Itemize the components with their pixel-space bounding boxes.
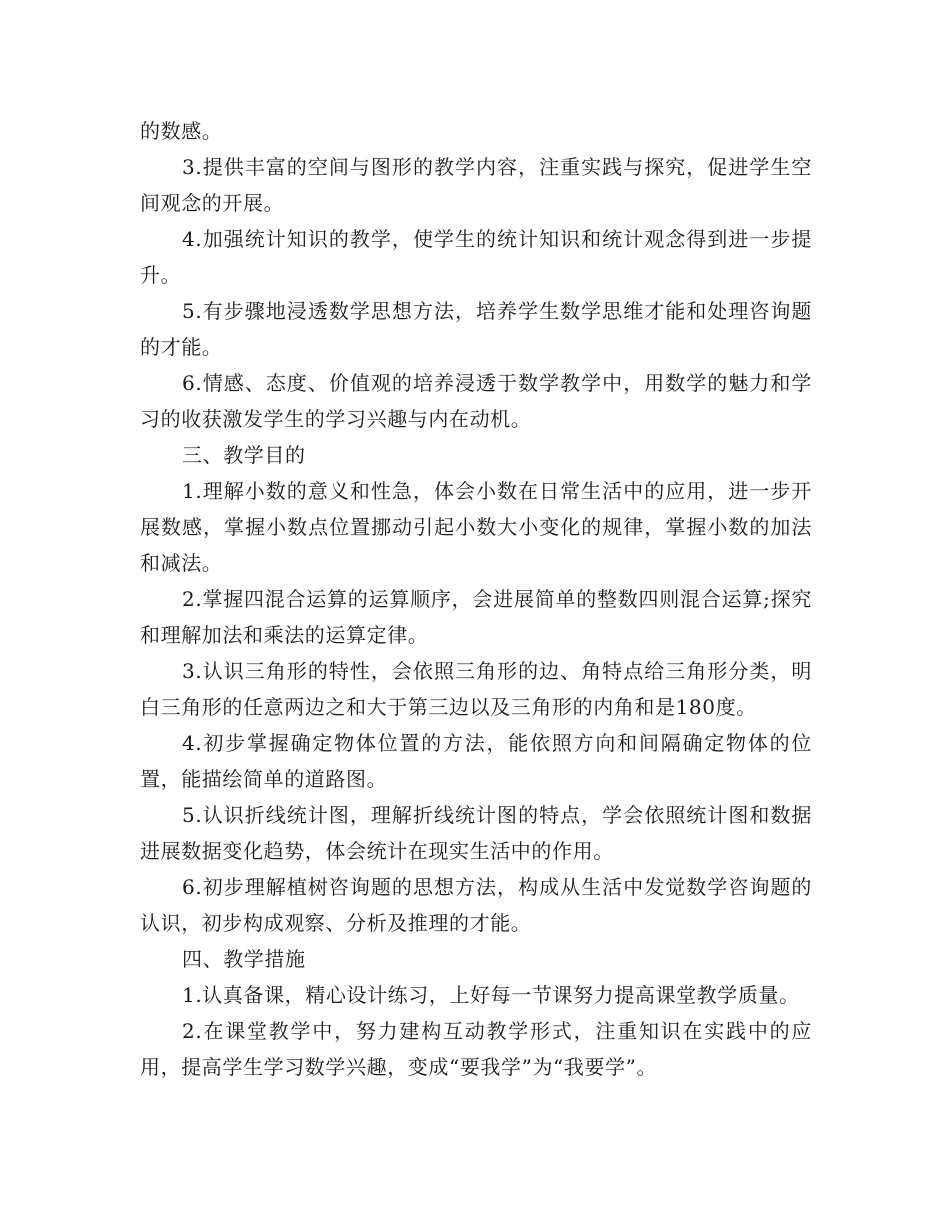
measure-item-2-interactive-teaching: 2.在课堂教学中，努力建构互动教学形式，注重知识在实践中的应用，提高学生学习数学兴趣，变成“要我学”为“我要学”。 (140, 1019, 812, 1079)
goal-item-4-position: 4.初步掌握确定物体位置的方法，能依照方向和间隔确定物体的位置，能描绘简单的道路图。 (140, 731, 812, 791)
goal-item-3-triangles: 3.认识三角形的特性，会依照三角形的边、角特点给三角形分类，明白三角形的任意两边之和大于第三边以及三角形的内角和是180度。 (140, 659, 812, 719)
section-heading-teaching-goals: 三、教学目的 (182, 443, 306, 467)
section-heading-teaching-measures: 四、教学措施 (182, 947, 306, 971)
measure-item-1-lesson-prep: 1.认真备课，精心设计练习，上好每一节课努力提高课堂教学质量。 (182, 983, 800, 1007)
paragraph-item-5-math-thinking: 5.有步骤地浸透数学思想方法，培养学生数学思维才能和处理咨询题的才能。 (140, 299, 812, 359)
goal-item-1-decimals: 1.理解小数的意义和性急，体会小数在日常生活中的应用，进一步开展数感，掌握小数点位置挪动引起小数大小变化的规律，掌握小数的加法和减法。 (140, 479, 812, 575)
paragraph-item-3-space-graphics: 3.提供丰富的空间与图形的教学内容，注重实践与探究，促进学生空间观念的开展。 (140, 155, 812, 215)
goal-item-5-line-chart: 5.认识折线统计图，理解折线统计图的特点，学会依照统计图和数据进展数据变化趋势，体会统计在现实生活中的作用。 (140, 803, 812, 863)
document-body (140, 113, 812, 1085)
paragraph-continuation: 的数感。 (140, 119, 223, 143)
paragraph-item-4-statistics: 4.加强统计知识的教学，使学生的统计知识和统计观念得到进一步提升。 (140, 227, 812, 287)
paragraph-item-6-emotion-values: 6.情感、态度、价值观的培养浸透于数学教学中，用数学的魅力和学习的收获激发学生的学习兴趣与内在动机。 (140, 371, 812, 431)
goal-item-6-tree-planting: 6.初步理解植树咨询题的思想方法，构成从生活中发觉数学咨询题的认识，初步构成观察、分析及推理的才能。 (140, 875, 812, 935)
goal-item-2-operations: 2.掌握四混合运算的运算顺序，会进展简单的整数四则混合运算;探究和理解加法和乘法的运算定律。 (140, 587, 812, 647)
